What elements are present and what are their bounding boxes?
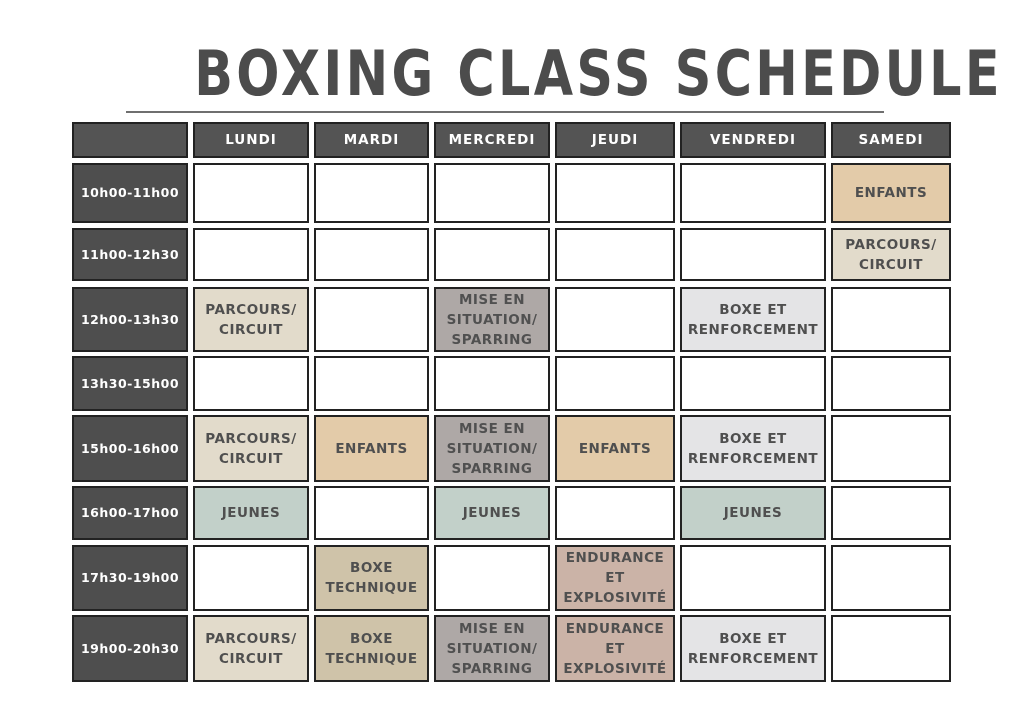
empty-cell bbox=[831, 615, 951, 682]
empty-cell bbox=[434, 163, 550, 223]
day-header-lundi bbox=[193, 122, 309, 158]
empty-cell bbox=[193, 356, 309, 411]
class-cell-parcours-circuit bbox=[193, 415, 309, 482]
class-cell-boxe-et-renforcement bbox=[680, 615, 826, 682]
cell-label: PARCOURS/ CIRCUIT bbox=[205, 630, 297, 667]
cell-label: MARDI bbox=[343, 132, 400, 148]
cell-label: MISE EN SITUATION/ SPARRING bbox=[446, 420, 538, 477]
empty-cell bbox=[831, 415, 951, 482]
cell-label: BOXE TECHNIQUE bbox=[325, 630, 418, 667]
cell-label: 19h00-20h30 bbox=[80, 640, 180, 656]
empty-cell bbox=[314, 163, 429, 223]
class-cell-parcours-circuit bbox=[193, 287, 309, 352]
day-header-samedi bbox=[831, 122, 951, 158]
empty-cell bbox=[434, 545, 550, 611]
cell-label: VENDREDI bbox=[709, 132, 797, 148]
time-slot bbox=[72, 356, 188, 411]
time-slot bbox=[72, 615, 188, 682]
class-cell-enfants bbox=[555, 415, 675, 482]
cell-label: 11h00-12h30 bbox=[80, 246, 180, 262]
empty-cell bbox=[555, 356, 675, 411]
time-slot bbox=[72, 228, 188, 281]
cell-label: ENFANTS bbox=[854, 185, 928, 201]
time-slot bbox=[72, 287, 188, 352]
empty-cell bbox=[314, 486, 429, 540]
cell-label: 17h30-19h00 bbox=[80, 570, 180, 585]
cell-label: ENFANTS bbox=[578, 440, 652, 457]
cell-label: MERCREDI bbox=[448, 132, 536, 148]
empty-cell bbox=[680, 356, 826, 411]
empty-cell bbox=[434, 356, 550, 411]
cell-label: PARCOURS/ CIRCUIT bbox=[205, 430, 297, 467]
cell-label: JEUDI bbox=[591, 132, 639, 148]
empty-cell bbox=[831, 486, 951, 540]
cell-label: 13h30-15h00 bbox=[80, 375, 180, 391]
cell-label: JEUNES bbox=[221, 505, 281, 521]
empty-cell bbox=[193, 228, 309, 281]
empty-cell bbox=[831, 287, 951, 352]
time-slot bbox=[72, 545, 188, 611]
class-cell-endurance-et-explosivite bbox=[555, 615, 675, 682]
cell-label: MISE EN SITUATION/ SPARRING bbox=[446, 291, 538, 348]
cell-label: MISE EN SITUATION/ SPARRING bbox=[446, 620, 538, 677]
class-cell-parcours-circuit bbox=[193, 615, 309, 682]
title-underline bbox=[126, 111, 884, 113]
cell-label: ENDURANCE ET EXPLOSIVITÉ bbox=[563, 550, 667, 606]
cell-label: PARCOURS/ CIRCUIT bbox=[845, 236, 937, 273]
cell-label: BOXE ET RENFORCEMENT bbox=[687, 630, 819, 667]
cell-label: ENFANTS bbox=[335, 440, 408, 457]
class-cell-jeunes bbox=[193, 486, 309, 540]
empty-cell bbox=[555, 228, 675, 281]
cell-label: JEUNES bbox=[462, 505, 522, 521]
class-cell-boxe-technique bbox=[314, 615, 429, 682]
day-header-mercredi bbox=[434, 122, 550, 158]
class-cell-jeunes bbox=[680, 486, 826, 540]
class-cell-parcours-circuit bbox=[831, 228, 951, 281]
class-cell-mise-en-situation-sparring bbox=[434, 615, 550, 682]
time-slot bbox=[72, 163, 188, 223]
cell-label: LUNDI bbox=[225, 132, 277, 148]
cell-label: SAMEDI bbox=[858, 132, 924, 148]
class-cell-mise-en-situation-sparring bbox=[434, 287, 550, 352]
cell-label: 12h00-13h30 bbox=[80, 311, 180, 327]
class-cell-enfants bbox=[314, 415, 429, 482]
class-cell-mise-en-situation-sparring bbox=[434, 415, 550, 482]
empty-cell bbox=[680, 163, 826, 223]
empty-cell bbox=[831, 545, 951, 611]
cell-label: BOXE TECHNIQUE bbox=[325, 560, 418, 596]
header-corner bbox=[72, 122, 188, 158]
time-slot bbox=[72, 415, 188, 482]
cell-label: 10h00-11h00 bbox=[80, 185, 180, 200]
empty-cell bbox=[193, 545, 309, 611]
day-header-mardi bbox=[314, 122, 429, 158]
empty-cell bbox=[831, 356, 951, 411]
day-header-jeudi bbox=[555, 122, 675, 158]
cell-label: ENDURANCE ET EXPLOSIVITÉ bbox=[563, 620, 667, 677]
time-slot bbox=[72, 486, 188, 540]
class-cell-boxe-et-renforcement bbox=[680, 415, 826, 482]
empty-cell bbox=[680, 228, 826, 281]
class-cell-endurance-et-explosivite bbox=[555, 545, 675, 611]
class-cell-enfants bbox=[831, 163, 951, 223]
cell-label: BOXE ET RENFORCEMENT bbox=[687, 301, 819, 338]
class-cell-boxe-et-renforcement bbox=[680, 287, 826, 352]
empty-cell bbox=[555, 486, 675, 540]
empty-cell bbox=[555, 287, 675, 352]
empty-cell bbox=[314, 356, 429, 411]
class-cell-jeunes bbox=[434, 486, 550, 540]
cell-label: JEUNES bbox=[723, 505, 783, 521]
empty-cell bbox=[314, 228, 429, 281]
class-cell-boxe-technique bbox=[314, 545, 429, 611]
cell-label: PARCOURS/ CIRCUIT bbox=[205, 301, 297, 338]
cell-label: 15h00-16h00 bbox=[80, 440, 180, 456]
empty-cell bbox=[434, 228, 550, 281]
empty-cell bbox=[680, 545, 826, 611]
empty-cell bbox=[193, 163, 309, 223]
page-title: BOXING CLASS SCHEDULE bbox=[194, 37, 1003, 110]
cell-label: BOXE ET RENFORCEMENT bbox=[687, 430, 819, 467]
empty-cell bbox=[314, 287, 429, 352]
day-header-vendredi bbox=[680, 122, 826, 158]
cell-label: 16h00-17h00 bbox=[80, 505, 180, 520]
empty-cell bbox=[555, 163, 675, 223]
